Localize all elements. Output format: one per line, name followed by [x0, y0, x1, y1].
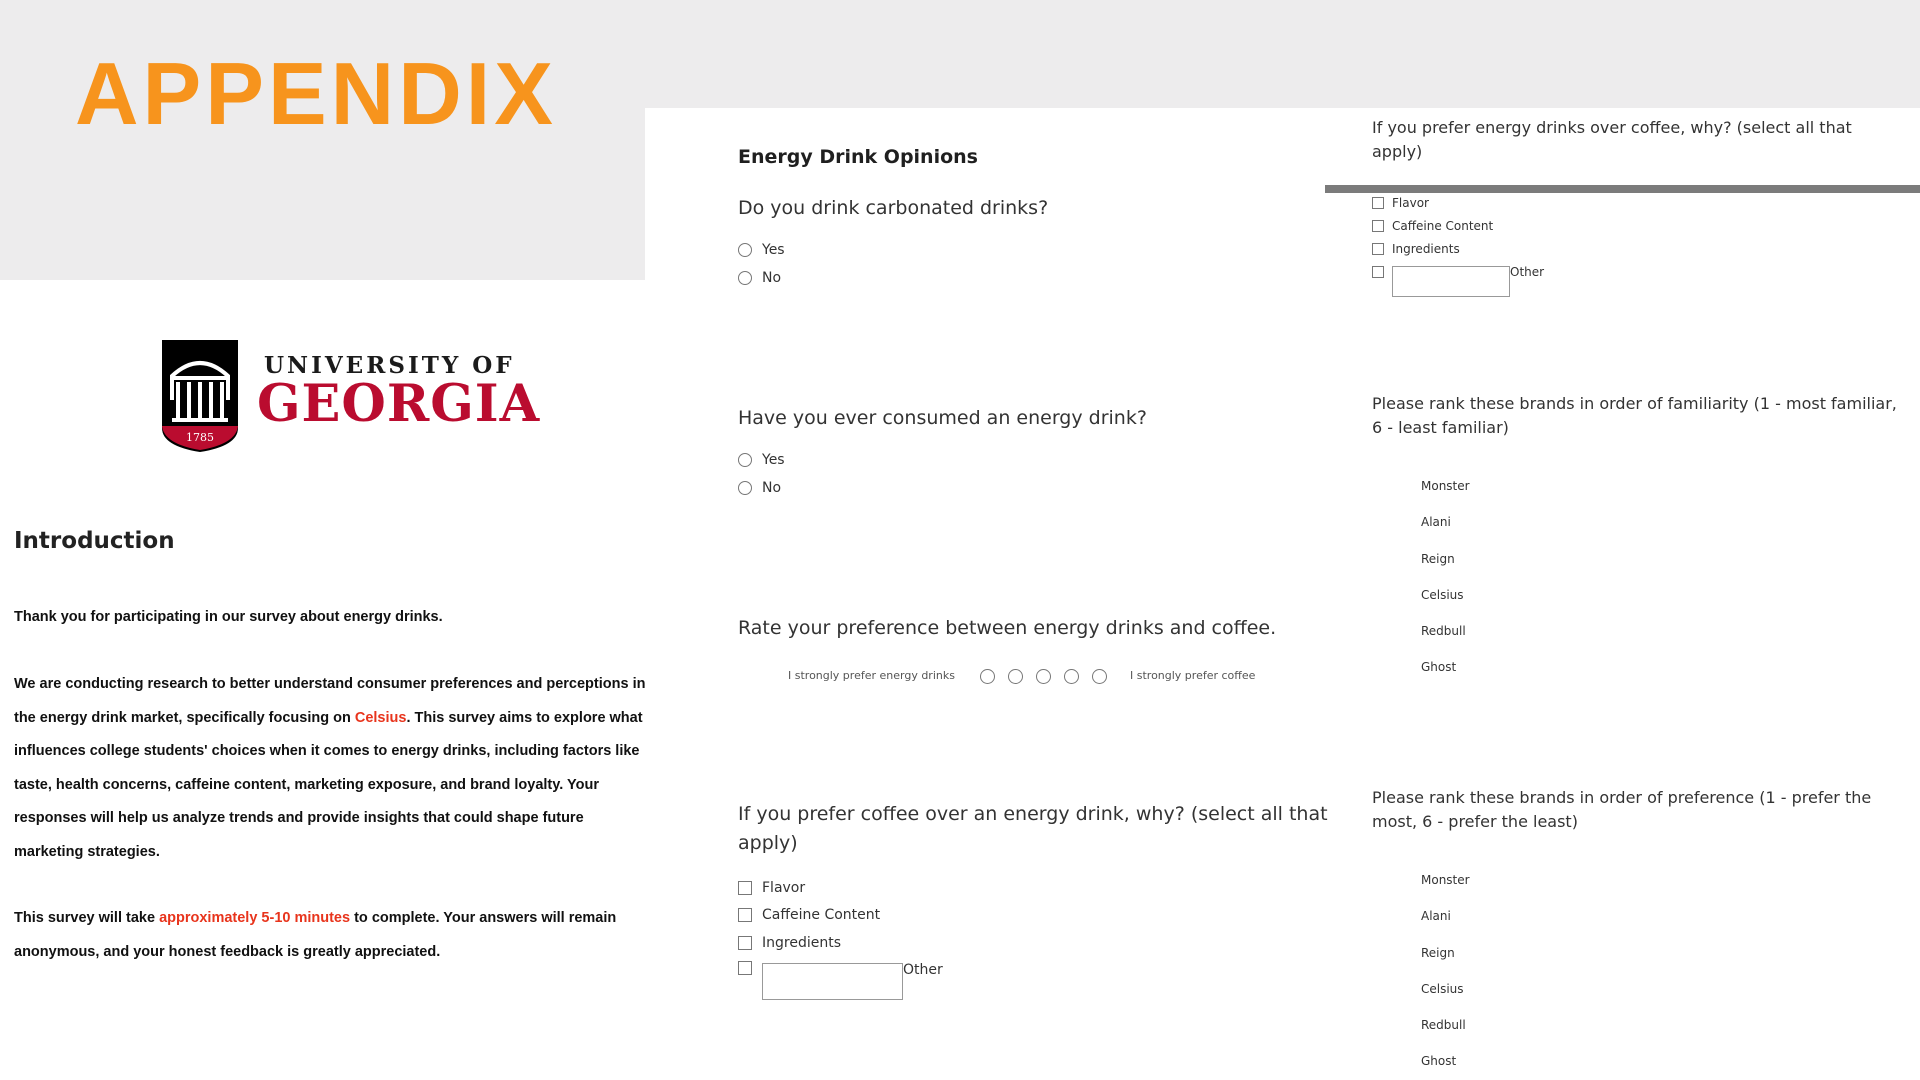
intro-text: the energy drink market, specifically focusing on	[14, 709, 355, 726]
rank-item[interactable]: Redbull	[1421, 1018, 1466, 1032]
intro-highlight: approximately 5-10 minutes	[159, 910, 351, 926]
rank-item[interactable]: Reign	[1421, 946, 1455, 960]
option-label: Yes	[762, 242, 785, 258]
radio-option[interactable]	[738, 452, 785, 468]
intro-line: We are conducting research to better understand consumer preferences and perceptions in	[14, 676, 646, 692]
question-line: 6 - least familiar)	[1372, 418, 1509, 437]
intro-p1: Thank you for participating in our survey about energy drinks.	[14, 609, 443, 625]
intro-line	[14, 902, 674, 936]
radio-option[interactable]	[738, 480, 781, 496]
option-label: Ingredients	[762, 935, 841, 951]
question-line: If you prefer energy drinks over coffee, why? (select all that	[1372, 118, 1852, 137]
option-label: Caffeine Content	[762, 907, 881, 923]
radio-button[interactable]	[738, 481, 752, 495]
checkbox[interactable]	[738, 936, 752, 950]
checkbox-option[interactable]	[1372, 219, 1493, 233]
intro-text: . This survey aims to explore what	[406, 709, 643, 726]
svg-text:1785: 1785	[186, 431, 214, 444]
rank-item[interactable]: Ghost	[1421, 660, 1457, 674]
rank-item[interactable]: Alani	[1421, 515, 1451, 529]
option-label: Ingredients	[1392, 242, 1460, 256]
option-label: Flavor	[762, 880, 806, 896]
question-4	[738, 800, 1328, 858]
intro-line: influences college students' choices when it comes to energy drinks, including factors like	[14, 743, 640, 759]
other-text-input[interactable]	[762, 963, 903, 1000]
question-line: apply)	[1372, 142, 1423, 161]
checkbox-option[interactable]	[1372, 196, 1429, 210]
rating-radio[interactable]	[1064, 669, 1079, 684]
intro-heading: Introduction	[14, 528, 175, 554]
radio-button[interactable]	[738, 243, 752, 257]
question-6	[1372, 392, 1897, 440]
section-divider	[1325, 185, 1920, 193]
checkbox[interactable]	[1372, 220, 1384, 232]
rank-item[interactable]: Ghost	[1421, 1054, 1457, 1068]
option-label: Flavor	[1392, 196, 1429, 210]
other-text-input[interactable]	[1392, 266, 1510, 297]
rank-item[interactable]: Monster	[1421, 873, 1470, 887]
checkbox[interactable]	[1372, 243, 1384, 255]
rating-scale	[980, 669, 1120, 684]
rating-radio[interactable]	[1036, 669, 1051, 684]
radio-button[interactable]	[738, 271, 752, 285]
question-line: most, 6 - prefer the least)	[1372, 812, 1578, 831]
rank-item[interactable]: Reign	[1421, 552, 1455, 566]
intro-highlight: Celsius	[354, 709, 407, 726]
radio-option[interactable]	[738, 242, 785, 258]
rank-item[interactable]: Redbull	[1421, 624, 1466, 638]
checkbox-option[interactable]	[738, 907, 880, 923]
radio-option[interactable]	[738, 270, 781, 286]
rank-item[interactable]: Celsius	[1421, 588, 1464, 602]
question-3: Rate your preference between energy drinks and coffee.	[738, 617, 1277, 639]
checkbox-option[interactable]	[1372, 242, 1460, 256]
logo-line2: GEORGIA	[257, 374, 541, 434]
rank-item[interactable]: Alani	[1421, 909, 1451, 923]
other-checkbox[interactable]	[738, 960, 762, 979]
question-line: Please rank these brands in order of preference (1 - prefer the	[1372, 788, 1872, 807]
question-7	[1372, 786, 1871, 834]
intro-text: This survey will take	[14, 910, 160, 926]
radio-button[interactable]	[738, 453, 752, 467]
checkbox[interactable]	[738, 961, 752, 975]
intro-line: responses will help us analyze trends and provide insights that could shape future	[14, 810, 584, 826]
intro-p2	[14, 668, 674, 869]
checkbox[interactable]	[738, 881, 752, 895]
rank-item[interactable]: Celsius	[1421, 982, 1464, 996]
option-label: Caffeine Content	[1392, 219, 1494, 233]
checkbox[interactable]	[1372, 197, 1384, 209]
intro-p3	[14, 902, 674, 969]
option-label: Yes	[762, 452, 785, 468]
checkbox[interactable]	[738, 908, 752, 922]
rating-radio[interactable]	[1092, 669, 1107, 684]
checkbox-option[interactable]	[738, 880, 805, 896]
other-label: Other	[903, 962, 943, 978]
intro-line: marketing strategies.	[14, 843, 160, 860]
rank-item[interactable]: Monster	[1421, 479, 1470, 493]
question-line: Please rank these brands in order of familiarity (1 - most familiar,	[1372, 394, 1897, 413]
option-label: No	[762, 270, 782, 286]
other-label: Other	[1510, 265, 1545, 279]
question-line: If you prefer coffee over an energy drink, why? (select all that	[738, 803, 1328, 825]
rating-radio[interactable]	[1008, 669, 1023, 684]
question-line: apply)	[738, 832, 798, 854]
other-checkbox[interactable]	[1372, 263, 1392, 282]
checkbox[interactable]	[1372, 266, 1384, 278]
uga-arch-logo-icon	[162, 340, 238, 452]
question-5	[1372, 116, 1852, 164]
rating-radio[interactable]	[980, 669, 995, 684]
option-label: No	[762, 480, 782, 496]
survey-title: Energy Drink Opinions	[738, 146, 978, 168]
intro-line	[14, 702, 674, 736]
intro-line: anonymous, and your honest feedback is greatly appreciated.	[14, 943, 441, 960]
page-title: APPENDIX	[75, 44, 557, 143]
scale-right-label: I strongly prefer coffee	[1130, 669, 1256, 682]
scale-left-label: I strongly prefer energy drinks	[788, 669, 955, 682]
intro-text: to complete. Your answers will remain	[350, 910, 617, 926]
checkbox-option[interactable]	[738, 935, 841, 951]
intro-line: taste, health concerns, caffeine content, marketing exposure, and brand loyalty. Your	[14, 776, 599, 793]
question-2: Have you ever consumed an energy drink?	[738, 407, 1147, 429]
question-1: Do you drink carbonated drinks?	[738, 197, 1049, 219]
logo-line1: UNIVERSITY OF	[264, 352, 515, 379]
